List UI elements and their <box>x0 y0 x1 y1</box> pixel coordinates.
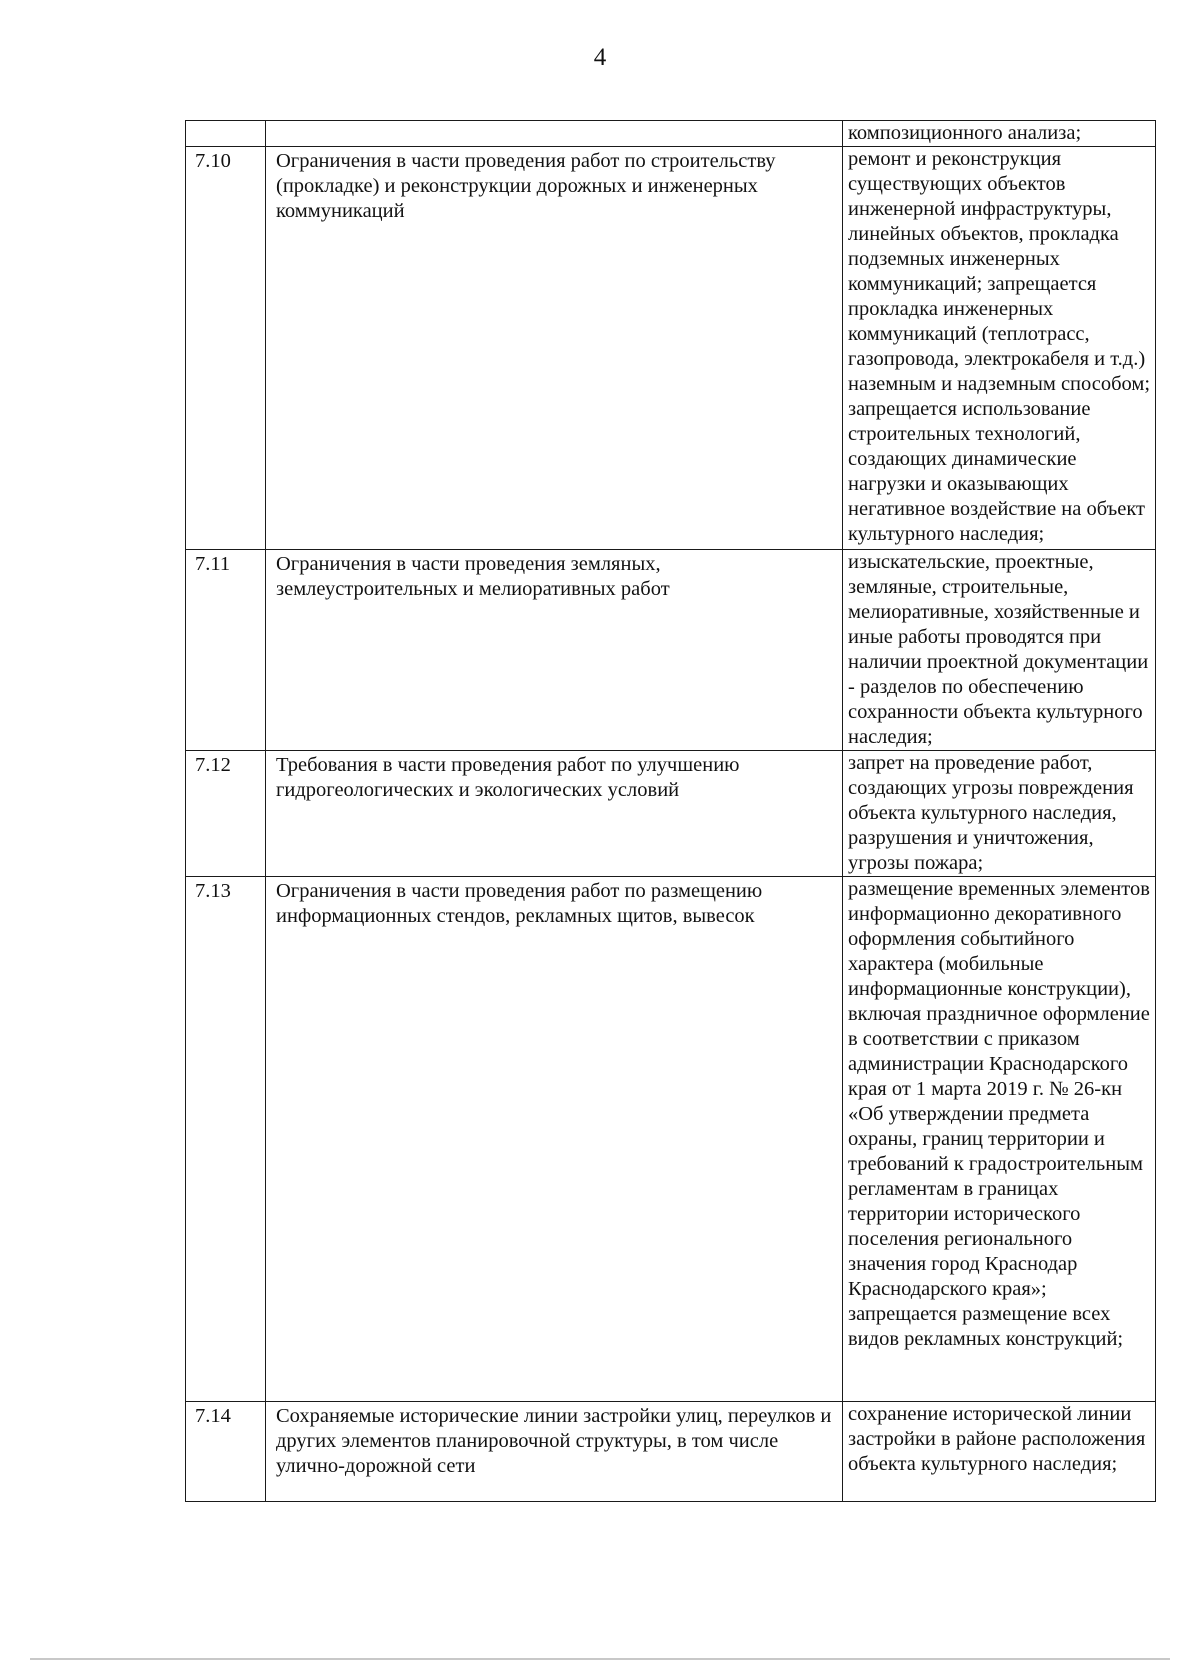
row-name: Ограничения в части проведения работ по размещению информационных стендов, рекламных щитов, вывесок <box>266 877 843 1402</box>
table-row <box>186 147 1156 550</box>
row-requirement: размещение временных элементов информационно декоративного оформления событийного характера (мобильные информационные конструкции), включая праздничное оформление в соответствии с приказом администрации Краснодарского края от 1 марта 2019 г. № 26-кн «Об утверждении предмета охраны, границ территории и требований к градостроительным регламентам в границах территории исторического поселения регионального значения город Краснодар Краснодарского края»; запрещается размещение всех видов рекламных конструкций; <box>843 877 1156 1402</box>
row-requirement: изыскательские, проектные, земляные, строительные, мелиоративные, хозяйственные и иные работы проводятся при наличии проектной документации - разделов по обеспечению сохранности объекта культурного наследия; <box>843 550 1156 751</box>
row-number: 7.12 <box>186 751 266 877</box>
table-row <box>186 877 1156 1402</box>
row-name: Сохраняемые исторические линии застройки улиц, переулков и других элементов планировочной структуры, в том числе улично-дорожной сети <box>266 1402 843 1502</box>
row-number <box>186 121 266 147</box>
requirements-table <box>185 120 1156 1502</box>
page-number: 4 <box>593 44 607 71</box>
row-name: Ограничения в части проведения работ по строительству (прокладке) и реконструкции дорожных и инженерных коммуникаций <box>266 147 843 550</box>
row-name <box>266 121 843 147</box>
row-number: 7.10 <box>186 147 266 550</box>
table-row <box>186 751 1156 877</box>
row-name: Ограничения в части проведения земляных, землеустроительных и мелиоративных работ <box>266 550 843 751</box>
table-row <box>186 121 1156 147</box>
row-name: Требования в части проведения работ по улучшению гидрогеологических и экологических условий <box>266 751 843 877</box>
row-number: 7.11 <box>186 550 266 751</box>
row-requirement: композиционного анализа; <box>843 121 1156 147</box>
row-number: 7.13 <box>186 877 266 1402</box>
row-requirement: ремонт и реконструкция существующих объектов инженерной инфраструктуры, линейных объектов, прокладка подземных инженерных коммуникаций; запрещается прокладка инженерных коммуникаций (теплотрасс, газопровода, электрокабеля и т.д.) наземным и надземным способом; запрещается использование строительных технологий, создающих динамические нагрузки и оказывающих негативное воздействие на объект культурного наследия; <box>843 147 1156 550</box>
row-requirement: запрет на проведение работ, создающих угрозы повреждения объекта культурного наследия, разрушения и уничтожения, угрозы пожара; <box>843 751 1156 877</box>
scan-edge <box>30 1658 1170 1660</box>
row-number: 7.14 <box>186 1402 266 1502</box>
row-requirement: сохранение исторической линии застройки в районе расположения объекта культурного наследия; <box>843 1402 1156 1502</box>
table-row <box>186 1402 1156 1502</box>
table-row <box>186 550 1156 751</box>
